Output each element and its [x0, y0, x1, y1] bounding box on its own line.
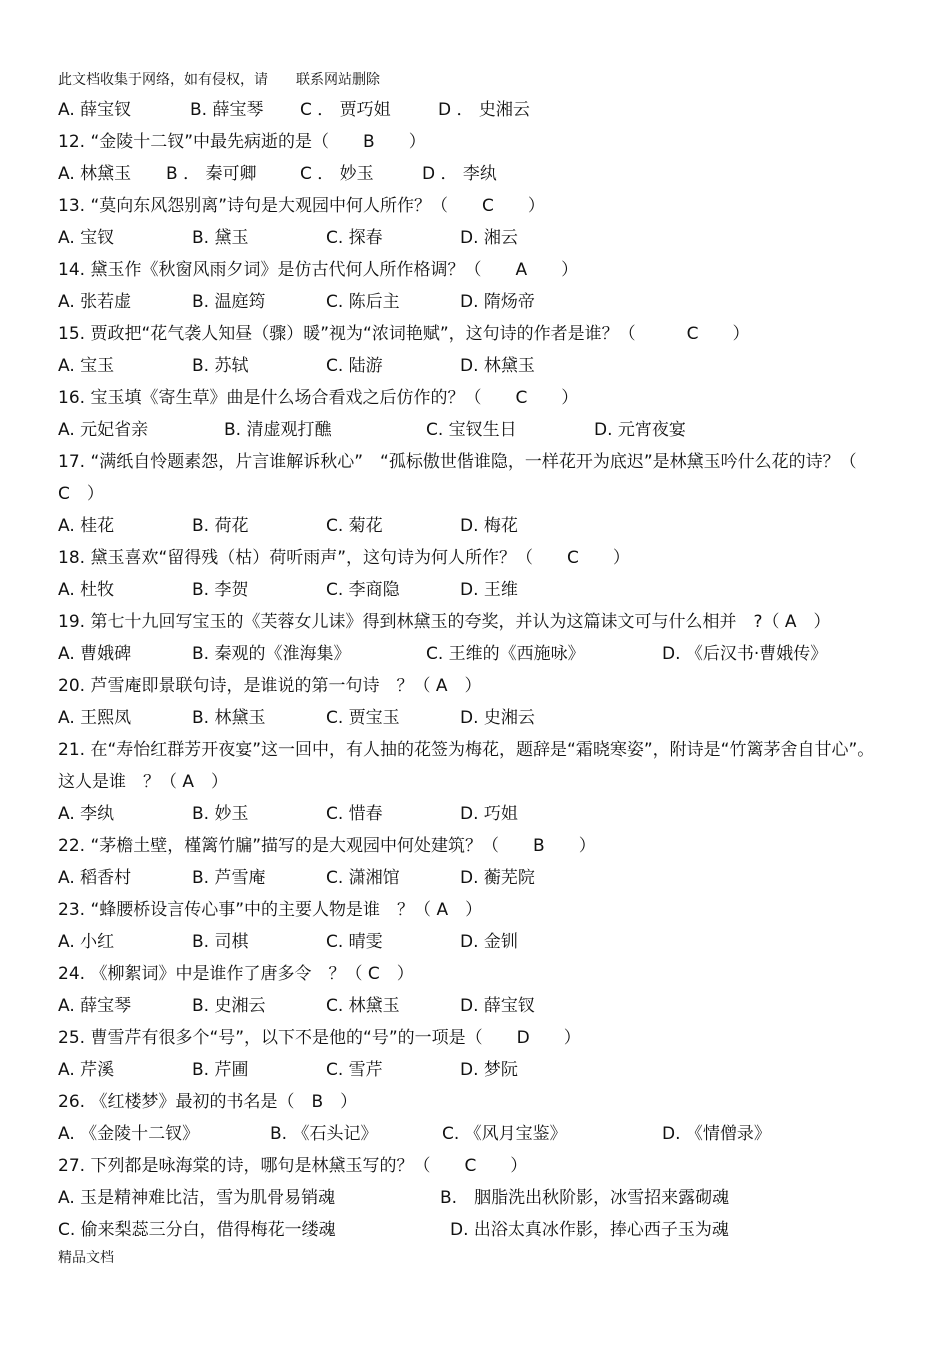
- answer-option: B ． 秦可卿: [166, 164, 257, 184]
- question-text: 23. “蜂腰桥设言传心事”中的主要人物是谁 ？（ A ）: [58, 900, 483, 920]
- answer-option: A. 元妃省亲: [58, 420, 149, 440]
- answer-option: C. 王维的《西施咏》: [426, 644, 585, 664]
- question-text: 15. 贾政把“花气袭人知昼（骤）暖”视为“浓词艳赋”，这句诗的作者是谁？（ C ）: [58, 324, 750, 344]
- answer-option: C. 惜春: [326, 804, 383, 824]
- answer-option: B. 温庭筠: [192, 292, 266, 312]
- answer-option: B. 胭脂洗出秋阶影，冰雪招来露砌魂: [440, 1188, 730, 1208]
- answer-option: A. 薛宝钗: [58, 100, 132, 120]
- answer-option: C. 菊花: [326, 516, 383, 536]
- answer-option: C. 李商隐: [326, 580, 400, 600]
- answer-option: A. 稻香村: [58, 868, 132, 888]
- options-row: [58, 1214, 918, 1246]
- answer-option: A. 曹娥碑: [58, 644, 132, 664]
- options-row: [58, 1118, 918, 1150]
- answer-option: B. 苏轼: [192, 356, 249, 376]
- answer-option: A. 张若虚: [58, 292, 132, 312]
- answer-option: A. 林黛玉: [58, 164, 132, 184]
- answer-option: B. 黛玉: [192, 228, 249, 248]
- answer-option: D. 林黛玉: [460, 356, 535, 376]
- answer-option: A. 《金陵十二钗》: [58, 1124, 200, 1144]
- answer-option: B. 李贺: [192, 580, 249, 600]
- answer-option: B. 司棋: [192, 932, 249, 952]
- answer-option: D. 隋炀帝: [460, 292, 535, 312]
- quiz-content: [58, 94, 918, 1246]
- question-text: 17. “满纸自怜题素怨，片言谁解诉秋心” “孤标傲世偕谁隐，一样花开为底迟”是林黛玉吟什么花的诗？（ C ）: [58, 452, 874, 504]
- answer-option: D. 湘云: [460, 228, 518, 248]
- answer-option: C. 雪芹: [326, 1060, 383, 1080]
- answer-option: C. 晴雯: [326, 932, 383, 952]
- answer-option: B. 史湘云: [192, 996, 266, 1016]
- answer-option: A. 薛宝琴: [58, 996, 132, 1016]
- answer-option: C. 陆游: [326, 356, 383, 376]
- answer-option: D. 元宵夜宴: [594, 420, 686, 440]
- question-text: 16. 宝玉填《寄生草》曲是什么场合看戏之后仿作的？（ C ）: [58, 388, 579, 408]
- answer-option: A. 李纨: [58, 804, 115, 824]
- page-header: 此文档收集于网络，如有侵权，请 联系网站删除: [58, 72, 380, 88]
- answer-option: B. 清虚观打醮: [224, 420, 332, 440]
- page-footer: 精品文档: [58, 1250, 114, 1266]
- answer-option: A. 杜牧: [58, 580, 115, 600]
- answer-option: A. 芹溪: [58, 1060, 115, 1080]
- options-row: [58, 350, 918, 382]
- options-row: [58, 798, 918, 830]
- answer-option: C. 林黛玉: [326, 996, 400, 1016]
- answer-option: D. 梅花: [460, 516, 518, 536]
- answer-option: D. 《后汉书·曹娥传》: [662, 644, 828, 664]
- answer-option: A. 玉是精神难比洁，雪为肌骨易销魂: [58, 1188, 336, 1208]
- answer-option: A. 宝钗: [58, 228, 115, 248]
- options-row: [58, 926, 918, 958]
- answer-option: D. 《情僧录》: [662, 1124, 771, 1144]
- answer-option: C ． 贾巧姐: [300, 100, 391, 120]
- options-row: [58, 158, 918, 190]
- options-row: [58, 286, 918, 318]
- question-text: 12. “金陵十二钗”中最先病逝的是（ B ）: [58, 132, 426, 152]
- answer-option: C. 贾宝玉: [326, 708, 400, 728]
- question-text: 26. 《红楼梦》最初的书名是（ B ）: [58, 1092, 358, 1112]
- answer-option: B. 薛宝琴: [190, 100, 264, 120]
- answer-option: D. 史湘云: [460, 708, 535, 728]
- options-row: [58, 414, 918, 446]
- answer-option: C. 宝钗生日: [426, 420, 517, 440]
- answer-option: D ． 李纨: [422, 164, 497, 184]
- answer-option: B. 芦雪庵: [192, 868, 266, 888]
- answer-option: A. 桂花: [58, 516, 115, 536]
- answer-option: D. 金钏: [460, 932, 518, 952]
- options-row: [58, 510, 918, 542]
- options-row: [58, 1054, 918, 1086]
- question-text: 24. 《柳絮词》中是谁作了唐多令 ？（ C ）: [58, 964, 414, 984]
- question-text: 22. “茅檐土壁，槿篱竹牖”描写的是大观园中何处建筑？（ B ）: [58, 836, 596, 856]
- options-row: [58, 862, 918, 894]
- options-row: [58, 574, 918, 606]
- question-text: 19. 第七十九回写宝玉的《芙蓉女儿诔》得到林黛玉的夸奖，并认为这篇诔文可与什么相并 ?（ A ）: [58, 612, 831, 632]
- question-text: 27. 下列都是咏海棠的诗，哪句是林黛玉写的？（ C ）: [58, 1156, 528, 1176]
- answer-option: D. 薛宝钗: [460, 996, 535, 1016]
- answer-option: A. 小红: [58, 932, 115, 952]
- answer-option: D ． 史湘云: [438, 100, 530, 120]
- question-text: 21. 在“寿怡红群芳开夜宴”这一回中，有人抽的花签为梅花，题辞是“霜晓寒姿”，附诗是“竹篱茅舍自甘心”。这人是谁 ？（ A ）: [58, 740, 875, 792]
- question-text: 25. 曹雪芹有很多个“号”，以下不是他的“号”的一项是（ D ）: [58, 1028, 581, 1048]
- options-row: [58, 1182, 918, 1214]
- answer-option: D. 梦阮: [460, 1060, 518, 1080]
- answer-option: C. 潇湘馆: [326, 868, 400, 888]
- answer-option: D. 巧姐: [460, 804, 518, 824]
- answer-option: A. 宝玉: [58, 356, 115, 376]
- answer-option: C. 探春: [326, 228, 383, 248]
- question-text: 13. “莫向东风怨别离”诗句是大观园中何人所作？（ C ）: [58, 196, 545, 216]
- options-row: [58, 990, 918, 1022]
- answer-option: D. 王维: [460, 580, 518, 600]
- answer-option: A. 王熙凤: [58, 708, 132, 728]
- answer-option: C. 陈后主: [326, 292, 400, 312]
- answer-option: B. 《石头记》: [270, 1124, 378, 1144]
- question-text: 20. 芦雪庵即景联句诗，是谁说的第一句诗 ？（ A ）: [58, 676, 482, 696]
- answer-option: C. 《风月宝鉴》: [442, 1124, 567, 1144]
- options-row: [58, 638, 918, 670]
- answer-option: D. 蘅芜院: [460, 868, 535, 888]
- answer-option: B. 芹圃: [192, 1060, 249, 1080]
- question-text: 14. 黛玉作《秋窗风雨夕词》是仿古代何人所作格调？（ A ）: [58, 260, 579, 280]
- answer-option: B. 妙玉: [192, 804, 249, 824]
- answer-option: D. 出浴太真冰作影，捧心西子玉为魂: [450, 1220, 729, 1240]
- options-row: [58, 702, 918, 734]
- answer-option: B. 荷花: [192, 516, 249, 536]
- options-row: [58, 94, 918, 126]
- answer-option: B. 秦观的《淮海集》: [192, 644, 351, 664]
- question-text: 18. 黛玉喜欢“留得残（枯）荷听雨声”，这句诗为何人所作？（ C ）: [58, 548, 630, 568]
- answer-option: C. 偷来梨蕊三分白，借得梅花一缕魂: [58, 1220, 336, 1240]
- answer-option: B. 林黛玉: [192, 708, 266, 728]
- options-row: [58, 222, 918, 254]
- answer-option: C ． 妙玉: [300, 164, 374, 184]
